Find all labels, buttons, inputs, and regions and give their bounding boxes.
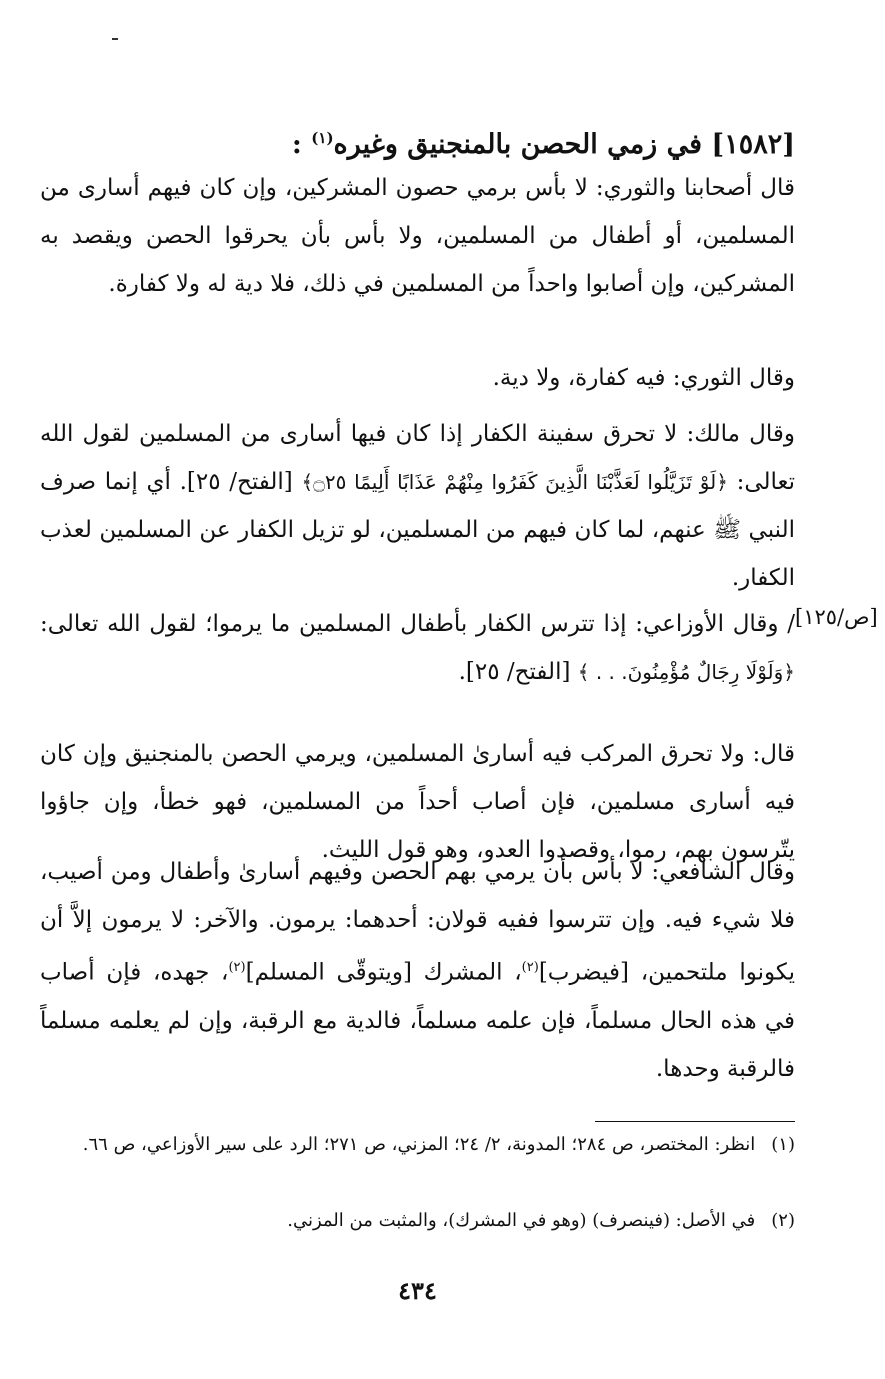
footnote-ref-2b[interactable]: (٢): [228, 960, 246, 975]
footnote-separator: [595, 1121, 795, 1122]
quran-verse-1: ﴿لَوْ تَزَيَّلُوا لَعَذَّبْنَا الَّذِينَ كَفَرُوا مِنْهُمْ عَذَابًا أَلِيمًا ۝٢٥﴾: [301, 470, 728, 494]
paragraph-1: قال أصحابنا والثوري: لا بأس برمي حصون المشركين، وإن كان فيهم أسارى من المسلمين، أو أطفال من المسلمين، ولا بأس بأن يحرقوا الحصن ويقصد به المشركين، وإن أصابوا واحداً من المسلمين في ذلك، فلا دية له ولا كفارة.: [40, 175, 795, 297]
section-number: [١٥٨٢]: [711, 129, 795, 160]
footnote-2: [40, 1204, 795, 1238]
verse-citation-1: [الفتح/ ٢٥].: [179, 469, 293, 495]
footnote-ref-2a[interactable]: (٢): [521, 960, 539, 975]
shafii-part-2: ، المشرك [ويتوقّى المسلم]: [245, 959, 522, 986]
page-number: ٤٣٤: [398, 1276, 437, 1305]
footnote-ref-1[interactable]: (١): [311, 129, 334, 147]
footnote-2-number: (٢): [771, 1210, 795, 1231]
paragraph-shafii: [40, 848, 795, 1093]
footnote-2-text: في الأصل: (فينصرف) (وهو في المشرك)، والمثبت من المزني.: [287, 1210, 756, 1231]
paragraph-malik: [40, 410, 795, 602]
margin-page-reference: [ص/١٢٥]: [795, 605, 878, 629]
footnote-1: [40, 1128, 795, 1162]
heading-colon: :: [291, 129, 302, 160]
awzai-text: / وقال الأوزاعي: إذا تترس الكفار بأطفال المسلمين ما يرموا؛ لقول الله تعالى:: [40, 611, 795, 637]
malik-text: وقال مالك: لا تحرق سفينة الكفار إذا كان فيها أسارى من المسلمين لقول الله تعالى:: [40, 421, 796, 495]
verse-citation-2: [الفتح/ ٢٥].: [458, 659, 571, 685]
page-body: [40, 0, 795, 1379]
shafii-part-3: ، جهده، فإن أصاب في هذه الحال مسلماً، فإن علمه مسلماً، فالدية مع الرقبة، وإن لم يعلمه مسلماً فالرقبة وحدها.: [40, 959, 795, 1082]
footnote-1-text: انظر: المختصر، ص ٢٨٤؛ المدونة، ٢/ ٢٤؛ المزني، ص ٢٧١؛ الرد على سير الأوزاعي، ص ٦٦.: [82, 1134, 756, 1155]
section-title: في زمي الحصن بالمنجنيق وغيره: [333, 129, 703, 160]
paragraph-awzai: [40, 600, 795, 696]
footnote-1-number: (١): [771, 1134, 795, 1155]
malik-tail: أي إنما صرف النبي ﷺ عنهم، لما كان فيهم من المسلمين، لو تزيل الكفار عن المسلمين لعذب الكفار.: [40, 469, 795, 591]
shafii-part-1: وقال الشافعي: لا بأس بأن يرمي بهم الحصن وفيهم أسارىٰ وأطفال ومن أصيب، فلا شيء فيه. وإن تترسوا ففيه قولان: أحدهما: يرمون. والآخر: لا يرمون إلاَّ أن يكونوا ملتحمين، [فيضرب]: [40, 859, 795, 986]
section-heading: [40, 118, 795, 165]
quran-verse-2: ﴿وَلَوْلَا رِجَالٌ مُؤْمِنُونَ. . . ﴾: [577, 660, 795, 684]
paragraph-2: وقال الثوري: فيه كفارة، ولا دية.: [492, 365, 795, 391]
paragraph-qala: قال: ولا تحرق المركب فيه أسارىٰ المسلمين، ويرمي الحصن بالمنجنيق وإن كان فيه أسارى مسلمين، فإن أصاب أحداً من المسلمين، فهو خطأ، وإن جاؤوا يتّرسون بهم، رموا، وقصدوا العدو، وهو قول الليث.: [40, 741, 795, 863]
